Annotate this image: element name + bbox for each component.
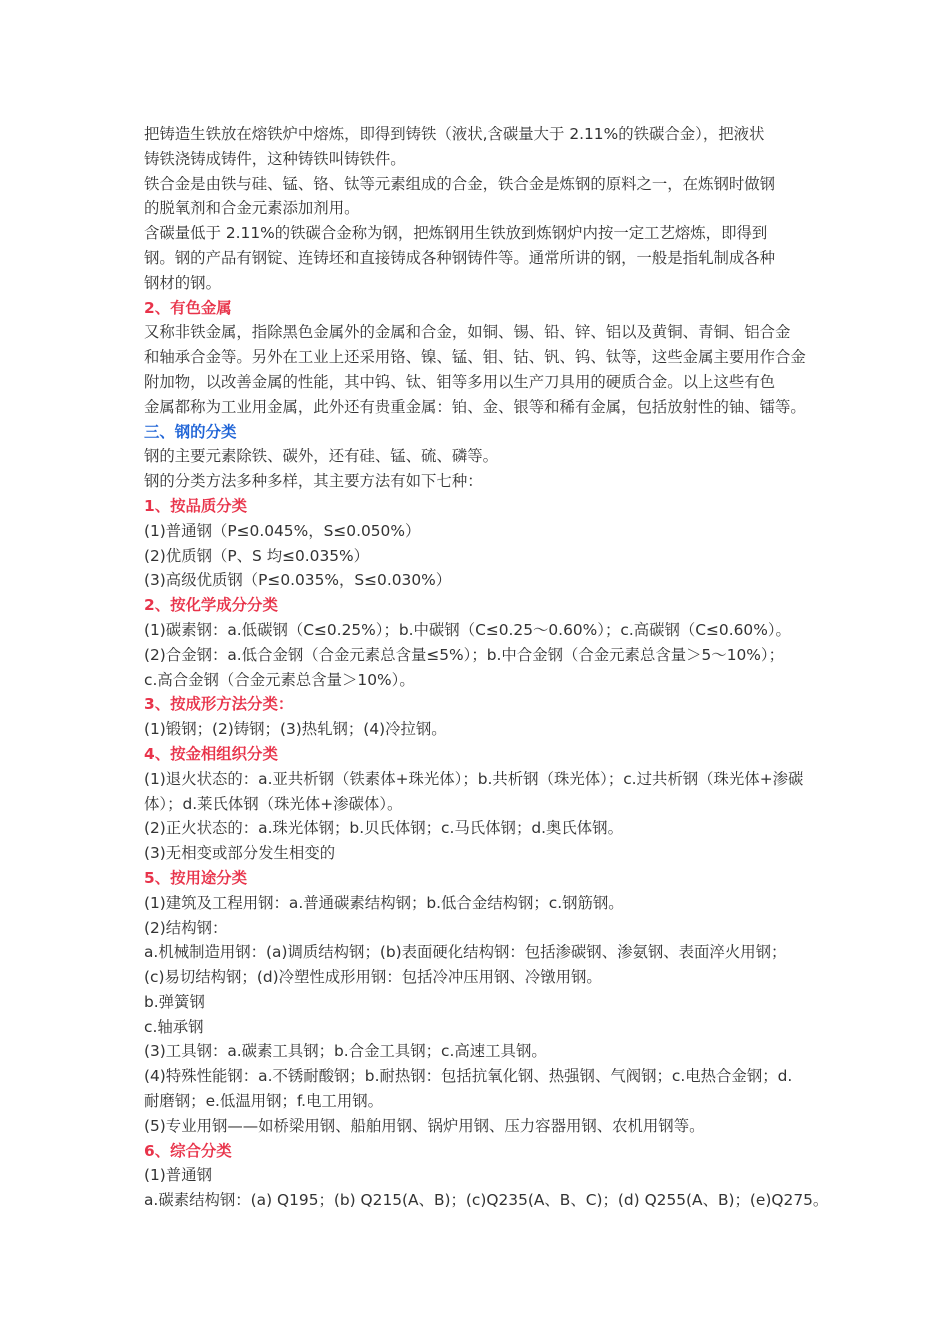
text-line: (1)退火状态的：a.亚共析钢（铁素体+珠光体）；b.共析钢（珠光体）；c.过共析钢（珠光体+渗碳 [144,769,804,788]
text-line: (1)普通钢（P≤0.045%，S≤0.050%） [144,521,421,540]
section-heading: 2、按化学成分分类 [144,596,278,615]
text-line: (1)建筑及工程用钢：a.普通碳素结构钢；b.低合金结构钢；c.钢筋钢。 [144,893,624,912]
text-line: (2)正火状态的：a.珠光体钢；b.贝氏体钢；c.马氏体钢；d.奥氏体钢。 [144,819,623,838]
text-line: (1)碳素钢：a.低碳钢（C≤0.25%）；b.中碳钢（C≤0.25～0.60%）；c.高碳钢（C≤0.60%）。 [144,620,791,639]
text-line: 又称非铁金属，指除黑色金属外的金属和合金，如铜、锡、铅、锌、铝以及黄铜、青铜、铝合金 [144,323,791,342]
text-line: 金属都称为工业用金属，此外还有贵重金属：铂、金、银等和稀有金属，包括放射性的铀、镭等。 [144,397,806,416]
text-line: 和轴承合金等。另外在工业上还采用铬、镍、锰、钼、钴、钒、钨、钛等，这些金属主要用作合金 [144,348,806,367]
text-line: (2)合金钢：a.低合金钢（合金元素总含量≤5%）；b.中合金钢（合金元素总含量＞5～10%）； [144,645,784,664]
text-line: (1)普通钢 [144,1166,212,1185]
text-line: 钢。钢的产品有钢锭、连铸坯和直接铸成各种钢铸件等。通常所讲的钢，一般是指轧制成各种 [144,248,776,267]
text-line: 铁合金是由铁与硅、锰、铬、钛等元素组成的合金，铁合金是炼钢的原料之一，在炼钢时做钢 [144,174,776,193]
text-line: 钢的分类方法多种多样，其主要方法有如下七种： [144,472,483,491]
section-heading: 4、按金相组织分类 [144,744,278,763]
text-line: (2)优质钢（P、S 均≤0.035%） [144,546,370,565]
text-line: (4)特殊性能钢：a.不锈耐酸钢；b.耐热钢：包括抗氧化钢、热强钢、气阀钢；c.电热合金钢；d. [144,1067,793,1086]
text-line: 的脱氧剂和合金元素添加剂用。 [144,199,360,218]
text-line: 钢材的钢。 [144,273,221,292]
section-heading: 6、综合分类 [144,1141,232,1160]
text-line: c.轴承钢 [144,1017,204,1036]
text-line: (c)易切结构钢；(d)冷塑性成形用钢：包括冷冲压用钢、冷镦用钢。 [144,968,602,987]
text-line: (5)专业用钢——如桥梁用钢、船舶用钢、锅炉用钢、压力容器用钢、农机用钢等。 [144,1116,705,1135]
text-line: 钢的主要元素除铁、碳外，还有硅、锰、硫、磷等。 [144,447,498,466]
text-line: (1)锻钢；(2)铸钢；(3)热轧钢；(4)冷拉钢。 [144,720,447,739]
text-line: 铸铁浇铸成铸件，这种铸铁叫铸铁件。 [144,149,406,168]
text-line: 耐磨钢；e.低温用钢；f.电工用钢。 [144,1092,384,1111]
text-line: 含碳量低于 2.11%的铁碳合金称为钢，把炼钢用生铁放到炼钢炉内按一定工艺熔炼，即得到 [144,224,768,243]
text-line: b.弹簧钢 [144,992,205,1011]
text-line: 体）；d.莱氏体钢（珠光体+渗碳体）。 [144,794,403,813]
text-line: a.机械制造用钢：(a)调质结构钢；(b)表面硬化结构钢：包括渗碳钢、渗氨钢、表面淬火用钢； [144,943,787,962]
text-line: (3)工具钢：a.碳素工具钢；b.合金工具钢；c.高速工具钢。 [144,1042,547,1061]
document-page [144,122,829,1213]
chapter-heading: 三、钢的分类 [144,422,237,441]
text-line: (3)无相变或部分发生相变的 [144,844,336,863]
text-line: a.碳素结构钢：(a) Q195；(b) Q215(A、B)；(c)Q235(A、B、C)；(d) Q255(A、B)；(e)Q275。 [144,1191,829,1210]
text-line: (3)高级优质钢（P≤0.035%，S≤0.030%） [144,571,452,590]
text-line: 附加物，以改善金属的性能，其中钨、钛、钼等多用以生产刀具用的硬质合金。以上这些有色 [144,372,776,391]
text-line: 把铸造生铁放在熔铁炉中熔炼，即得到铸铁（液状,含碳量大于 2.11%的铁碳合金），把液状 [144,125,765,143]
text-line: c.高合金钢（合金元素总含量＞10%）。 [144,670,415,689]
text-line: (2)结构钢： [144,918,228,937]
section-heading: 2、有色金属 [144,298,232,317]
section-heading: 5、按用途分类 [144,868,248,887]
section-heading: 3、按成形方法分类： [144,695,294,714]
section-heading: 1、按品质分类 [144,496,248,515]
